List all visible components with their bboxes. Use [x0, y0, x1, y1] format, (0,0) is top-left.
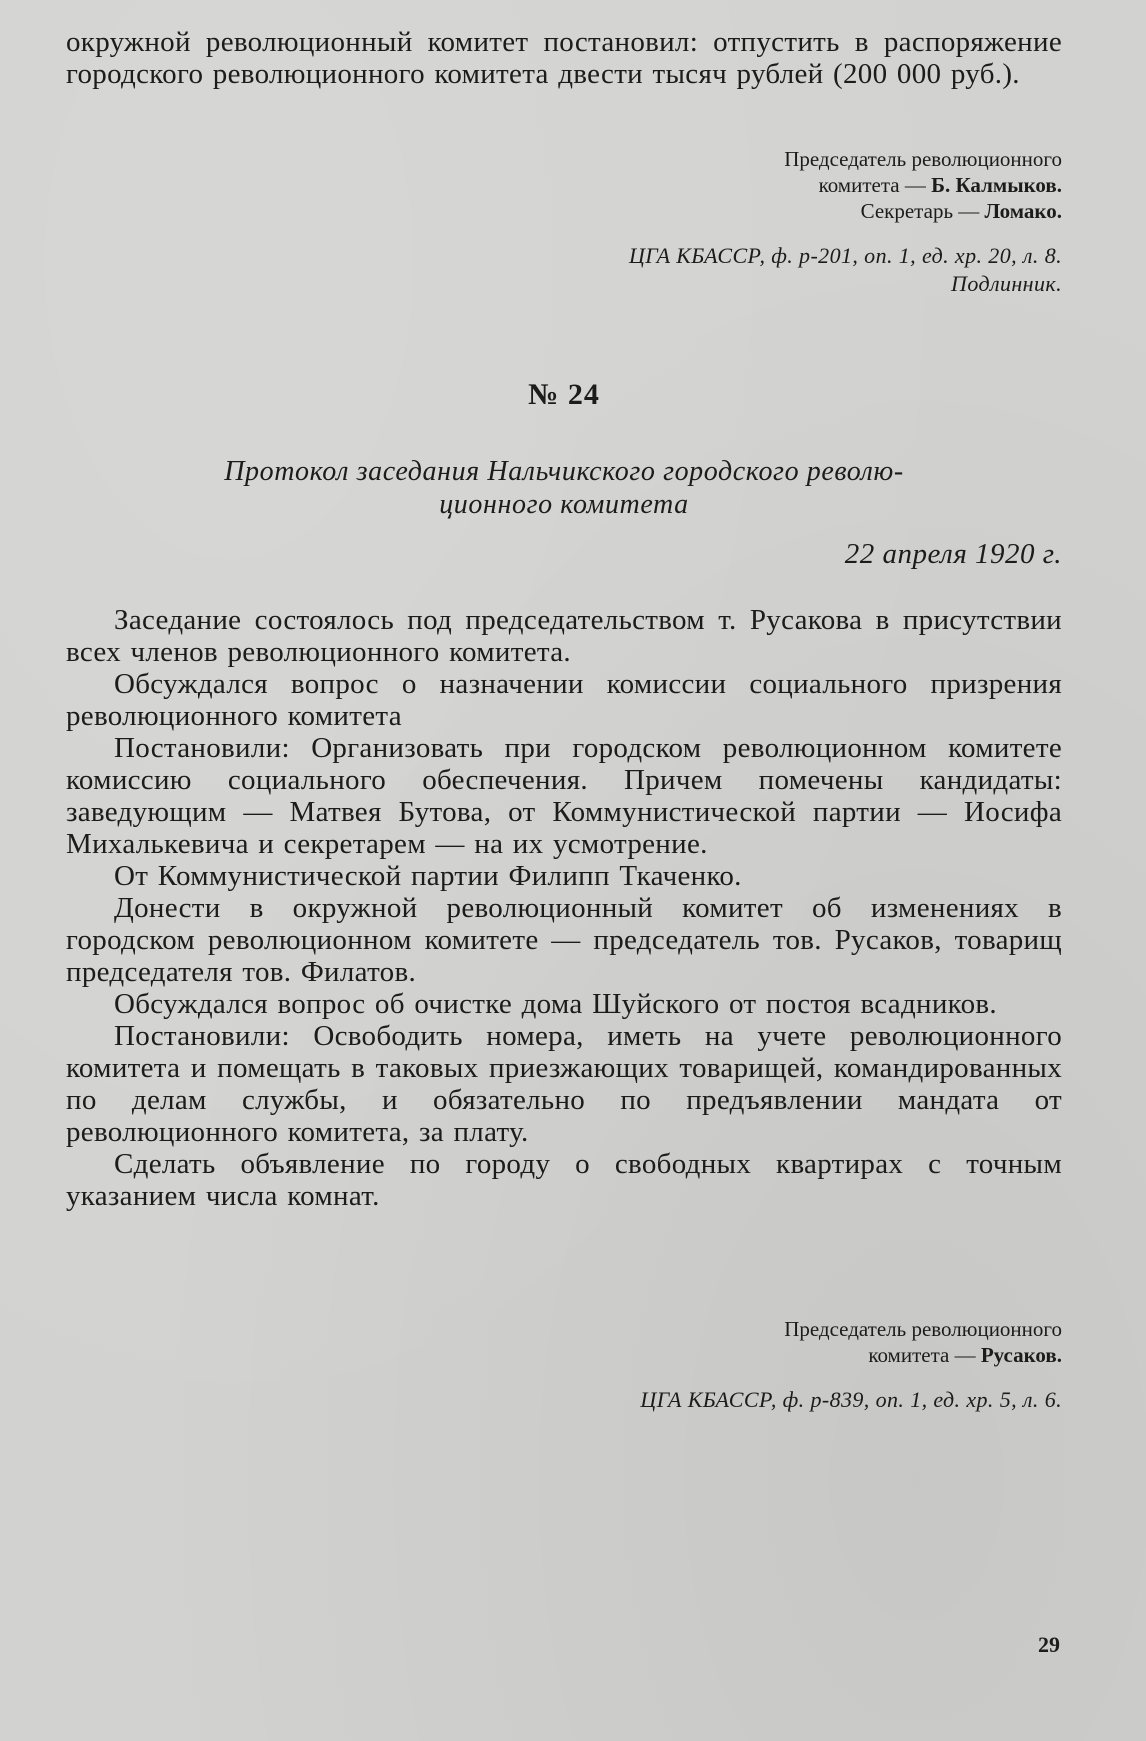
body-paragraph: От Коммунистической партии Филипп Ткаченко.: [114, 860, 742, 892]
document-title: Протокол заседания Нальчикского городского револю-: [224, 456, 904, 487]
signature-line: комитета — Б. Калмыков.: [818, 173, 1062, 197]
previous-signature-block: [66, 146, 1062, 224]
document-number: № 24: [528, 378, 600, 411]
body-paragraph: Донести в окружной революционный комитет об изменениях в городском революционном комитете — председатель тов. Русаков, товарищ председателя тов. Филатов.: [66, 892, 1062, 988]
document-body: [66, 604, 1062, 1212]
signatory-name: Б. Калмыков.: [931, 173, 1062, 197]
document-authenticity-note: Подлинник.: [951, 271, 1062, 296]
document-title: ционного комитета: [439, 489, 689, 520]
continued-paragraph: окружной революционный комитет постановил: отпустить в распоряжение городского революционного комитета двести тысяч рублей (200 000 руб.).: [66, 26, 1062, 90]
document-date-block: [66, 538, 1062, 571]
body-paragraph: Обсуждался вопрос о назначении комиссии социального призрения революционного комитета: [66, 668, 1062, 732]
body-paragraph: Обсуждался вопрос об очистке дома Шуйского от постоя всадников.: [114, 988, 997, 1020]
signature-line: Председатель революционного: [784, 1317, 1062, 1341]
body-paragraph: Постановили: Организовать при городском революционном комитете комиссию социального обеспечения. Причем помечены кандидаты: заведующим — Матвея Бутова, от Коммунистической партии — Иосифа Михалькевича и секретарем — на их усмотрение.: [66, 732, 1062, 860]
document-title-block: [66, 455, 1062, 521]
archive-reference: ЦГА КБАССР, ф. р-839, оп. 1, ед. хр. 5, л. 6.: [640, 1387, 1062, 1412]
page-number: 29: [1038, 1632, 1060, 1657]
signature-line: комитета — Русаков.: [868, 1343, 1062, 1367]
document-date: 22 апреля 1920 г.: [844, 538, 1062, 570]
signature-line: Председатель революционного: [784, 147, 1062, 171]
signatory-name: Русаков.: [980, 1343, 1062, 1367]
body-paragraph: Заседание состоялось под председательством т. Русакова в присутствии всех членов революционного комитета.: [66, 604, 1062, 668]
document-signature-block: [66, 1316, 1062, 1368]
signatory-name: Ломако.: [984, 199, 1062, 223]
document-header: [66, 378, 1062, 412]
body-paragraph: Сделать объявление по городу о свободных квартирах с точным указанием числа комнат.: [66, 1148, 1062, 1212]
continued-text-block: [66, 26, 1062, 90]
document-source-block: [66, 1386, 1062, 1414]
archive-reference: ЦГА КБАССР, ф. р-201, оп. 1, ед. хр. 20, л. 8.: [629, 243, 1062, 268]
body-paragraph: Постановили: Освободить номера, иметь на учете революционного комитета и помещать в таковых приезжающих товарищей, командированных по делам службы, и обязательно по предъявлении мандата от революционного комитета, за плату.: [66, 1020, 1062, 1148]
previous-source-block: [66, 242, 1062, 298]
signature-line: Секретарь — Ломако.: [860, 199, 1062, 223]
